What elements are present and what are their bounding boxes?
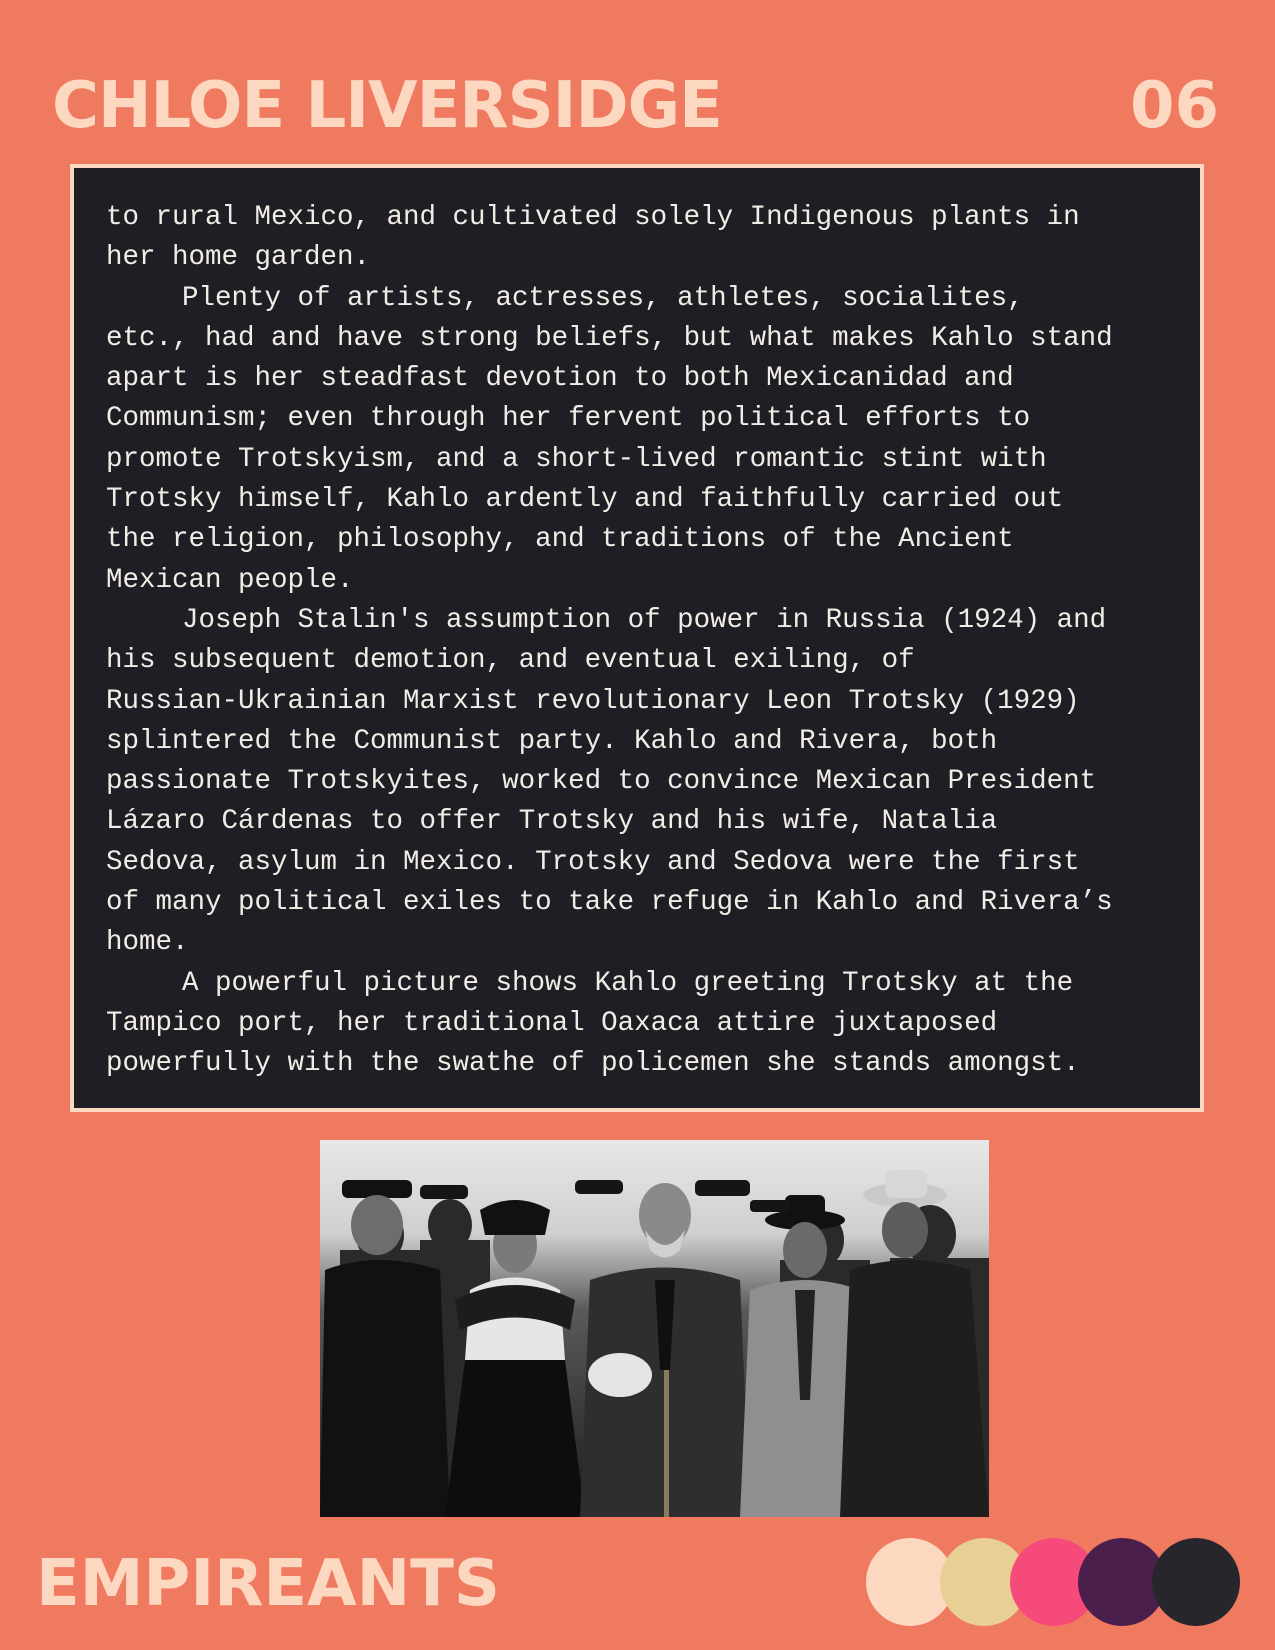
- paragraph-continued: to rural Mexico, and cultivated solely Indigenous plants in her home garden.: [106, 202, 1080, 274]
- color-swatch-charcoal: [1152, 1538, 1240, 1626]
- paragraph-tampico-photo: A powerful picture shows Kahlo greeting Trotsky at the Tampico port, her traditional Oaxaca attire juxtaposed powerfully with the swathe of policemen she stands amongst.: [106, 967, 1080, 1080]
- photo-illustration: [320, 1140, 989, 1517]
- paragraph-trotsky-asylum: Joseph Stalin's assumption of power in Russia (1924) and his subsequent demotion, and eventual exiling, of Russian-Ukrainian Marxist revolutionary Leon Trotsky (1929) splintered the Communist party. Kahlo and Rivera, both passionate Trotskyites, worked to convince Mexican President Lázaro Cárdenas to offer Trotsky and his wife, Natalia Sedova, asylum in Mexico. Trotsky and Sedova were the first of many political exiles to take refuge in Kahlo and Rivera’s home.: [106, 604, 1113, 959]
- page-number: 06: [1129, 69, 1219, 143]
- paragraph-beliefs: Plenty of artists, actresses, athletes, socialites, etc., had and have strong beliefs, but what makes Kahlo stand apart is her steadfast devotion to both Mexicanidad and Communism; even through her fervent political efforts to promote Trotskyism, and a short-lived romantic stint with Trotsky himself, Kahlo ardently and faithfully carried out the religion, philosophy, and traditions of the Ancient Mexican people.: [106, 282, 1113, 596]
- article-text-panel: [70, 164, 1204, 1112]
- historical-photo: [320, 1140, 989, 1517]
- brand-name: EMPIREANTS: [36, 1547, 500, 1621]
- author-name: CHLOE LIVERSIDGE: [52, 69, 722, 143]
